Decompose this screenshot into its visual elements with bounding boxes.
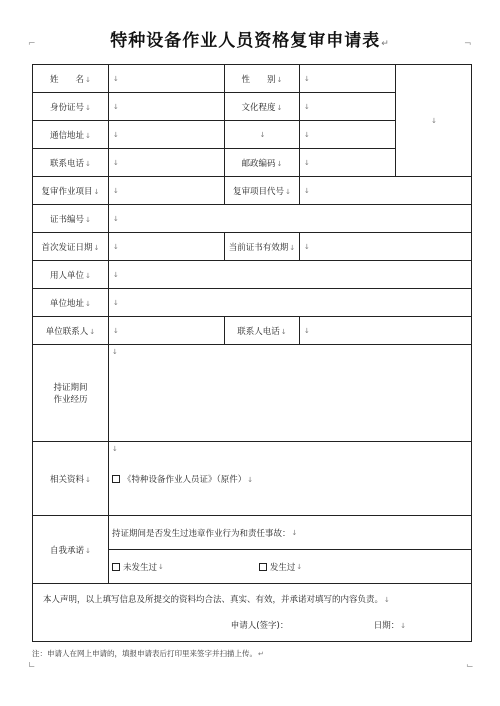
first-issue-date-label: 首次发证日期↓ (33, 233, 109, 261)
cert-validity-field[interactable]: ↓ (300, 233, 472, 261)
address-field-extra[interactable]: ↓ (225, 121, 300, 149)
declaration-text: 本人声明，以上填写信息及所提交的资料均合法、真实、有效，并承诺对填写的内容负责。↓ (43, 594, 390, 605)
commitment-block: 持证期间是否发生过违章作业行为和责任事故： ↓ 未发生过 ↓ 发生过 ↓ (109, 516, 472, 584)
footnote: 注：申请人在网上申请的，填报申请表后打印里来签字并扫描上传。↵ (32, 649, 264, 658)
materials-field: ↓ 《特种设备作业人员证》（原件）↓ (109, 442, 472, 516)
phone-field[interactable]: ↓ (109, 149, 225, 177)
application-form-table (32, 64, 472, 642)
work-history-label: 持证期间 作业经历 (33, 345, 109, 442)
review-code-field[interactable]: ↓ (300, 177, 472, 205)
crop-mark: ⌐ (28, 39, 36, 49)
employer-address-label: 单位地址↓ (33, 289, 109, 317)
postcode-field[interactable]: ↓ (300, 149, 396, 177)
address-label: 通信地址↓ (33, 121, 109, 149)
original-cert-label: 《特种设备作业人员证》（原件） (123, 474, 247, 485)
materials-label: 相关资料↓ (33, 442, 109, 516)
cert-number-label: 证书编号↓ (33, 205, 109, 233)
employer-contact-label: 单位联系人↓ (33, 317, 109, 345)
id-number-label: 身份证号↓ (33, 93, 109, 121)
declaration-block (33, 584, 472, 642)
work-history-field[interactable]: ↓ (109, 345, 472, 442)
crop-mark: ⌙ (466, 661, 474, 671)
phone-label: 联系电话↓ (33, 149, 109, 177)
photo-box[interactable]: ↓ (396, 65, 472, 177)
employer-contact-field[interactable]: ↓ (109, 317, 225, 345)
contact-phone-label: 联系人电话↓ (225, 317, 300, 345)
id-number-field[interactable]: ↓ (109, 93, 225, 121)
review-item-label: 复审作业项目↓ (33, 177, 109, 205)
cert-number-field[interactable]: ↓ (109, 205, 472, 233)
crop-mark: ¬ (464, 39, 472, 49)
gender-label: 性 别↓ (225, 65, 300, 93)
name-label: 姓 名↓ (33, 65, 109, 93)
date-label: 日期： (373, 620, 400, 631)
commitment-label: 自我承诺↓ (33, 516, 109, 584)
occurred-checkbox[interactable] (259, 563, 267, 571)
education-field[interactable]: ↓ (300, 93, 396, 121)
employer-field[interactable]: ↓ (109, 261, 472, 289)
name-field[interactable]: ↓ (109, 65, 225, 93)
first-issue-date-field[interactable]: ↓ (109, 233, 225, 261)
address-field-extra-2[interactable]: ↓ (300, 121, 396, 149)
commitment-question: 持证期间是否发生过违章作业行为和责任事故： ↓ (109, 516, 471, 550)
cert-validity-label: 当前证书有效期↓ (225, 233, 300, 261)
review-item-field[interactable]: ↓ (109, 177, 225, 205)
postcode-label: 邮政编码↓ (225, 149, 300, 177)
address-field[interactable]: ↓ (109, 121, 225, 149)
form-title: 特种设备作业人员资格复审申请表↵ (110, 31, 390, 51)
occurred-label: 发生过 (269, 562, 296, 573)
applicant-signature-label: 申请人(签字)： (230, 620, 289, 631)
review-code-label: 复审项目代号↓ (225, 177, 300, 205)
contact-phone-field[interactable]: ↓ (300, 317, 472, 345)
education-label: 文化程度↓ (225, 93, 300, 121)
not-occurred-label: 未发生过 (123, 562, 158, 573)
crop-mark: ∟ (28, 661, 36, 671)
employer-address-field[interactable]: ↓ (109, 289, 472, 317)
not-occurred-checkbox[interactable] (112, 563, 120, 571)
original-cert-checkbox[interactable] (112, 475, 120, 483)
employer-label: 用人单位↓ (33, 261, 109, 289)
signature-row: 申请人(签字)： 日期：↓ (230, 620, 407, 631)
gender-field[interactable]: ↓ (300, 65, 396, 93)
